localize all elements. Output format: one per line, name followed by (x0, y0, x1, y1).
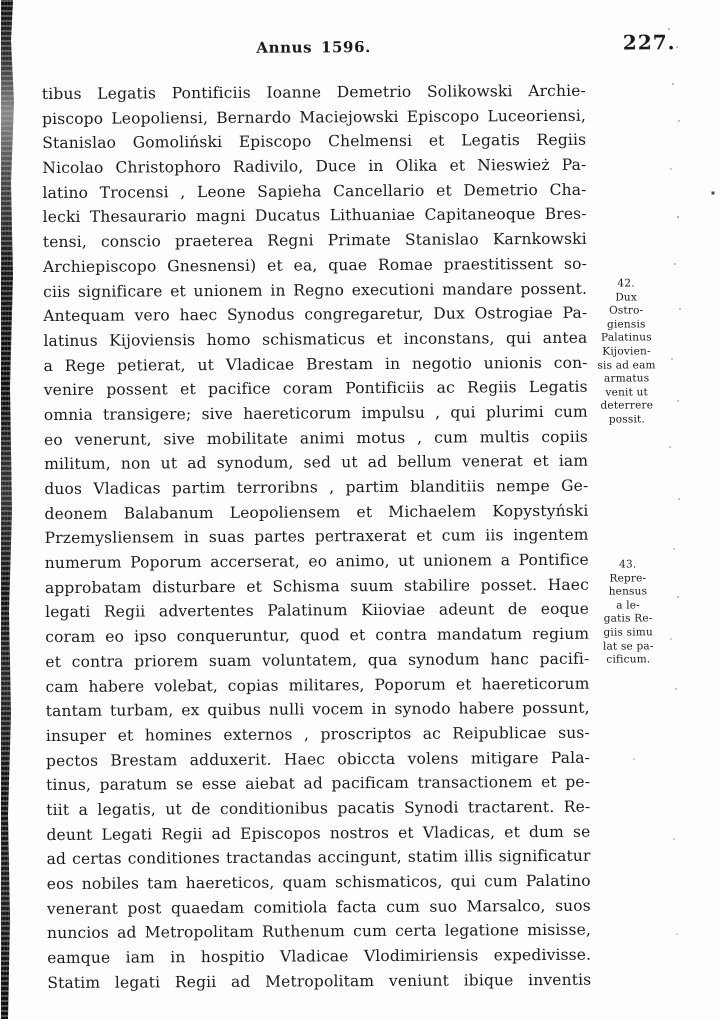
body-text (42, 79, 592, 996)
body-line: militum, non ut ad synodum, sed ut ad bellum venerat et iam (44, 452, 589, 474)
page-number: 227. (622, 30, 676, 55)
body-line: a Rege petierat, ut Vladicae Brestam in negotio unionis con- (43, 353, 588, 375)
body-line: venire possent et pacifice coram Pontificiis ac Regiis Legatis (43, 377, 588, 400)
margin-note-line: cificum. (606, 653, 651, 666)
body-line: et contra priorem suam voluntatem, qua synodum hanc pacifi- (45, 649, 590, 671)
body-line: tensi, conscio praeterea Regni Primate Stanislao Karnkowski (42, 229, 587, 252)
body-line: eo venerunt, sive mobilitate animi motus , cum multis copiis (43, 427, 589, 449)
margin-note-line: lat se pa- (602, 639, 654, 653)
body-line: deunt Legati Regii ad Episcopos nostros et Vladicas, et dum se (46, 822, 591, 844)
margin-note-line: Palatinus (600, 331, 652, 345)
margin-note-line: giensis (606, 318, 646, 331)
margin-note-line: Kijovien- (602, 345, 651, 358)
margin-note-line: a le- (616, 599, 640, 612)
body-line: venerant post quaedam comitiola facta cum suo Marsalco, suos (46, 896, 591, 918)
body-line: lecki Thesaurario magni Ducatus Lithuaniae Capitaneoque Bres- (42, 205, 587, 227)
margin-note-43 (587, 558, 670, 667)
body-line: duos Vladicas partim terroribns , partim blanditiis nempe Ge- (44, 476, 589, 499)
body-line: pectos Brestam adduxerit. Haec obiccta volens mitigare Pala- (45, 748, 591, 770)
body-line: tiit a legatis, ut de conditionibus pacatis Synodi tractarent. Re- (46, 797, 591, 819)
body-line: latino Trocensi , Leone Sapieha Cancellario et Demetrio Cha- (42, 180, 587, 202)
margin-note-line: 42. (617, 277, 635, 290)
body-line: ad certas conditiones tractandas accingunt, statim illis significatur (46, 847, 591, 869)
body-line: piscopo Leopoliensi, Bernardo Maciejowski Episcopo Luceoriensi, (41, 106, 587, 128)
body-line: Statim legati Regii ad Metropolitam veniunt ibique inventis (47, 970, 592, 992)
body-line: numerum Poporum accerserat, eo animo, ut unionem a Pontifice (44, 550, 589, 573)
body-line: tantam turbam, ex quibus nulli vocem in synodo habere possunt, (45, 698, 590, 721)
running-title: Annus 1596. (256, 38, 371, 57)
margin-note-line: Dux (615, 291, 638, 304)
margin-note-42 (585, 277, 668, 427)
margin-note-line: venit ut (605, 386, 648, 399)
margin-note-line: armatus (603, 372, 650, 385)
margin-note-line: Repre- (609, 571, 647, 585)
body-line: deonem Balabanum Leopoliensem et Michaelem Kopystyński (44, 501, 589, 523)
body-line: Przemysliensem in suas partes pertraxerat et cum iis ingentem (44, 526, 589, 548)
body-line: tibus Legatis Pontificiis Ioanne Demetrio Solikowski Archie- (41, 81, 586, 104)
body-line: eamque iam in hospitio Vladicae Vlodimiriensis expedivisse. (47, 945, 592, 968)
margin-note-line: hensus (608, 585, 648, 598)
body-line: approbatam disturbare et Schisma suum stabilire posset. Haec (44, 575, 589, 597)
margin-note-line: 43. (619, 558, 637, 571)
margin-note-line: gatis Re- (603, 612, 653, 626)
margin-note-line: deterrere (600, 399, 654, 412)
body-line: Nicolao Christophoro Radivilo, Duce in Olika et Nieswież Pa- (42, 155, 587, 178)
body-line: Antequam vero haec Synodus congregaretur, Dux Ostrogiae Pa- (43, 303, 588, 326)
body-line: latinus Kijoviensis homo schismaticus et inconstans, qui antea (43, 328, 588, 350)
body-line: coram eo ipso conqueruntur, quod et contra mandatum regium (45, 624, 590, 647)
body-line: legati Regii advertentes Palatinum Kiioviae adeunt de eoque (45, 600, 590, 622)
body-line: omnia transigere; sive haereticorum impulsu , qui plurimi cum (43, 402, 588, 424)
margin-note-line: giis simu (603, 626, 653, 639)
body-line: ciis significare et unionem in Regno executioni mandare possent. (43, 279, 588, 301)
body-line: insuper et homines externos , proscriptos ac Reipublicae sus- (45, 723, 590, 745)
body-line: tinus, paratum se esse aiebat ad pacificam transactionem et pe- (46, 772, 591, 795)
body-line: nuncios ad Metropolitam Ruthenum cum certa legatione misisse, (46, 921, 592, 943)
body-line: Stanislao Gomoliński Episcopo Chelmensi et Legatis Regiis (42, 131, 587, 153)
margin-note-line: possit. (608, 413, 645, 426)
margin-note-line: sis ad eam (597, 358, 656, 372)
body-line: eos nobiles tam haereticos, quam schismaticos, qui cum Palatino (46, 871, 591, 894)
body-line: cam habere volebat, copias militares, Poporum et haereticorum (45, 674, 590, 696)
margin-note-line: Ostro- (609, 304, 644, 317)
body-line: Archiepiscopo Gnesnensi) et ea, quae Romae praestitissent so- (42, 254, 588, 276)
